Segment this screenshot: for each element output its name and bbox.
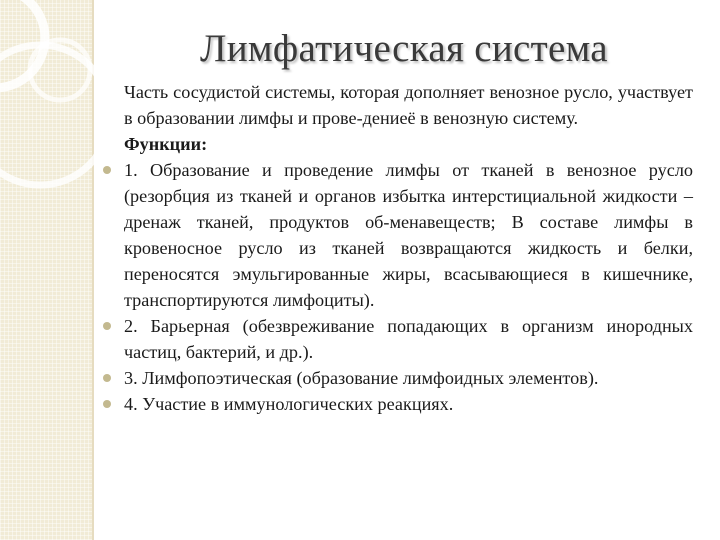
list-item — [103, 157, 693, 313]
list-item-text: 3. Лимфопоэтическая (образование лимфоидных элементов). — [124, 368, 599, 388]
list-item — [103, 365, 693, 391]
slide-body — [103, 79, 693, 417]
bullet-icon — [103, 374, 111, 382]
functions-heading: Функции: — [124, 134, 208, 154]
list-item — [103, 391, 693, 417]
bullet-icon — [103, 400, 111, 408]
list-item-text: 1. Образование и проведение лимфы от тканей в венозное русло (резорбция из тканей и органов избытка интерстициальной жидкости – дренаж тканей, продуктов об-менавеществ; В составе лимфы в кровеносное русло из тканей возвращаются жидкость и белки, переносятся эмульгированные жиры, всасывающиеся в кишечнике, транспортируются лимфоциты). — [124, 160, 693, 310]
bullet-icon — [103, 166, 111, 174]
list-item — [103, 313, 693, 365]
intro-paragraph: Часть сосудистой системы, которая дополняет венозное русло, участвует в образовании лимфы и прове-дениеё в венозную систему. — [124, 82, 693, 128]
bullet-icon — [103, 322, 111, 330]
list-item-text: 2. Барьерная (обезвреживание попадающих в организм инородных частиц, бактерий, и др.). — [124, 316, 693, 362]
list-item-text: 4. Участие в иммунологических реакциях. — [124, 394, 454, 414]
slide-title: Лимфатическая система — [200, 27, 608, 70]
